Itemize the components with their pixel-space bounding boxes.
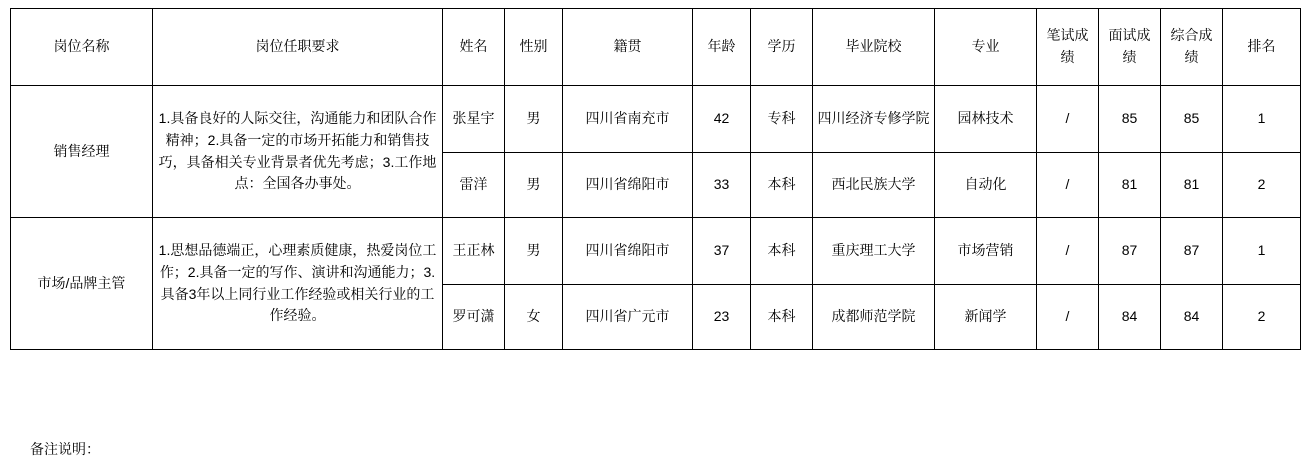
cell-gender: 男 bbox=[505, 153, 563, 218]
cell-name: 张星宇 bbox=[443, 86, 505, 153]
cell-written-score: / bbox=[1037, 285, 1099, 350]
header-major: 专业 bbox=[935, 9, 1037, 86]
cell-age: 23 bbox=[693, 285, 751, 350]
cell-age: 33 bbox=[693, 153, 751, 218]
table-row bbox=[11, 218, 1301, 285]
cell-written-score: / bbox=[1037, 153, 1099, 218]
cell-gender: 男 bbox=[505, 218, 563, 285]
header-interview-score: 面试成绩 bbox=[1099, 9, 1161, 86]
cell-written-score: / bbox=[1037, 218, 1099, 285]
footer-note: 备注说明： bbox=[30, 441, 100, 457]
cell-education: 本科 bbox=[751, 153, 813, 218]
header-row bbox=[11, 9, 1301, 86]
header-school: 毕业院校 bbox=[813, 9, 935, 86]
table-header bbox=[11, 9, 1301, 86]
cell-post-name: 销售经理 bbox=[11, 86, 153, 218]
header-education: 学历 bbox=[751, 9, 813, 86]
cell-name: 雷洋 bbox=[443, 153, 505, 218]
cell-interview-score: 84 bbox=[1099, 285, 1161, 350]
header-total-score: 综合成绩 bbox=[1161, 9, 1223, 86]
cell-interview-score: 87 bbox=[1099, 218, 1161, 285]
header-age: 年龄 bbox=[693, 9, 751, 86]
cell-rank: 2 bbox=[1223, 153, 1301, 218]
cell-education: 本科 bbox=[751, 218, 813, 285]
cell-education: 专科 bbox=[751, 86, 813, 153]
header-name: 姓名 bbox=[443, 9, 505, 86]
cell-major: 自动化 bbox=[935, 153, 1037, 218]
cell-name: 王正林 bbox=[443, 218, 505, 285]
cell-rank: 1 bbox=[1223, 218, 1301, 285]
header-rank: 排名 bbox=[1223, 9, 1301, 86]
header-requirement: 岗位任职要求 bbox=[153, 9, 443, 86]
cell-total-score: 87 bbox=[1161, 218, 1223, 285]
cell-major: 新闻学 bbox=[935, 285, 1037, 350]
cell-major: 市场营销 bbox=[935, 218, 1037, 285]
cell-total-score: 85 bbox=[1161, 86, 1223, 153]
cell-requirement: 1.具备良好的人际交往，沟通能力和团队合作精神；2.具备一定的市场开拓能力和销售技巧，具备相关专业背景者优先考虑；3.工作地点：全国各办事处。 bbox=[153, 86, 443, 218]
cell-interview-score: 81 bbox=[1099, 153, 1161, 218]
header-post-name: 岗位名称 bbox=[11, 9, 153, 86]
cell-school: 成都师范学院 bbox=[813, 285, 935, 350]
cell-age: 37 bbox=[693, 218, 751, 285]
cell-native-place: 四川省绵阳市 bbox=[563, 153, 693, 218]
cell-interview-score: 85 bbox=[1099, 86, 1161, 153]
cell-school: 西北民族大学 bbox=[813, 153, 935, 218]
cell-rank: 2 bbox=[1223, 285, 1301, 350]
cell-gender: 男 bbox=[505, 86, 563, 153]
cell-native-place: 四川省广元市 bbox=[563, 285, 693, 350]
header-gender: 性别 bbox=[505, 9, 563, 86]
cell-requirement: 1.思想品德端正，心理素质健康，热爱岗位工作；2.具备一定的写作、演讲和沟通能力；3.具备3年以上同行业工作经验或相关行业的工作经验。 bbox=[153, 218, 443, 350]
cell-major: 园林技术 bbox=[935, 86, 1037, 153]
header-written-score: 笔试成绩 bbox=[1037, 9, 1099, 86]
table-body bbox=[11, 86, 1301, 350]
cell-school: 重庆理工大学 bbox=[813, 218, 935, 285]
cell-gender: 女 bbox=[505, 285, 563, 350]
cell-name: 罗可潇 bbox=[443, 285, 505, 350]
cell-total-score: 81 bbox=[1161, 153, 1223, 218]
recruitment-results-table bbox=[10, 8, 1301, 350]
cell-age: 42 bbox=[693, 86, 751, 153]
table-row bbox=[11, 86, 1301, 153]
cell-rank: 1 bbox=[1223, 86, 1301, 153]
cell-native-place: 四川省南充市 bbox=[563, 86, 693, 153]
cell-school: 四川经济专修学院 bbox=[813, 86, 935, 153]
cell-total-score: 84 bbox=[1161, 285, 1223, 350]
cell-native-place: 四川省绵阳市 bbox=[563, 218, 693, 285]
header-native-place: 籍贯 bbox=[563, 9, 693, 86]
cell-written-score: / bbox=[1037, 86, 1099, 153]
cell-post-name: 市场/品牌主管 bbox=[11, 218, 153, 350]
cell-education: 本科 bbox=[751, 285, 813, 350]
